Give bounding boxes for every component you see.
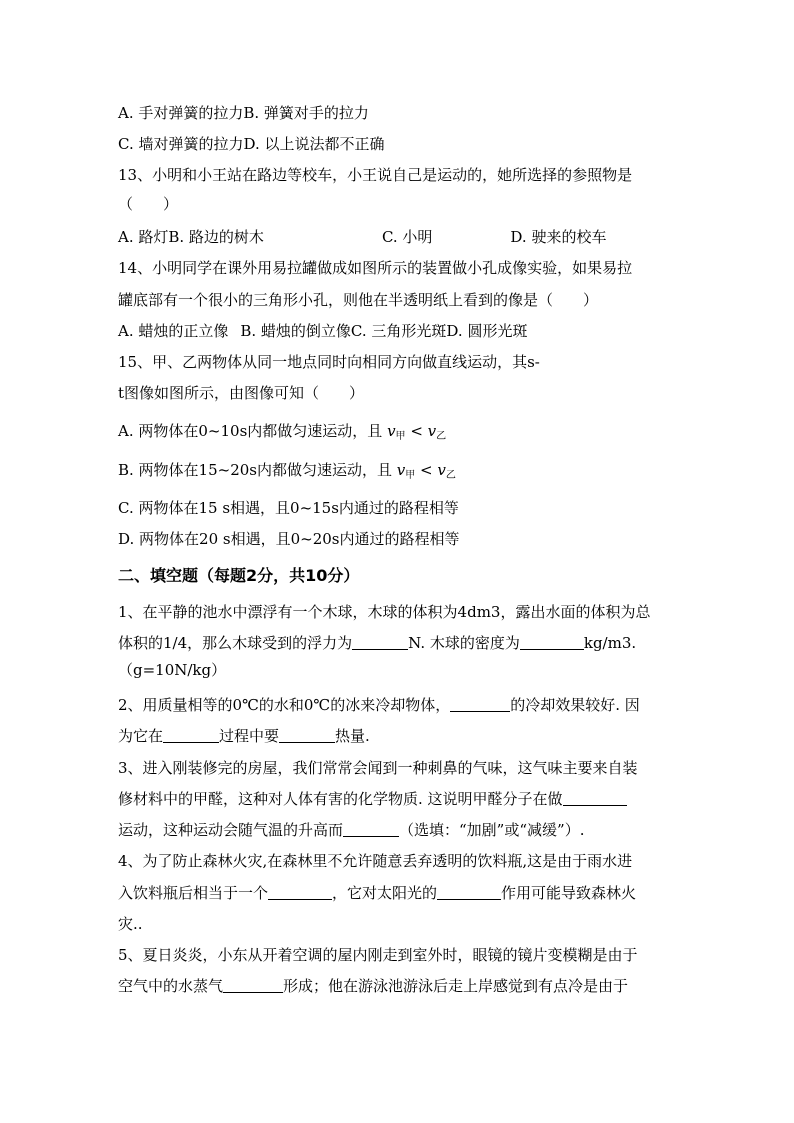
f3-line2: 修材料中的甲醛，这种对人体有害的化学物质. 这说明甲醛分子在做: [118, 789, 627, 809]
blank-process[interactable]: [163, 728, 219, 743]
q14-stem-line1: 14、小明同学在课外用易拉罐做成如图所示的装置做小孔成像实验，如果易拉: [118, 259, 633, 277]
f1-line3: （g=10N/kg）: [118, 661, 227, 679]
v-yi-symbol: $v_乙$: [427, 422, 447, 442]
blank-lens-type[interactable]: [268, 885, 332, 900]
q13-stem-line2: （ ）: [118, 195, 179, 213]
f1-line1: 1、在平静的池水中漂浮有一个木球，木球的体积为4dm3，露出水面的体积为总: [118, 603, 651, 621]
blank-phase-change[interactable]: [223, 978, 283, 993]
f4-line1: 4、为了防止森林火灾,在森林里不允许随意丢弃透明的饮料瓶,这是由于雨水进: [118, 852, 633, 870]
q13-option-d: D. 驶来的校车: [510, 228, 607, 246]
f3-line1: 3、进入刚装修完的房屋，我们常常会闻到一种刺鼻的气味，这气味主要来自装: [118, 759, 638, 777]
blank-temperature-effect[interactable]: [343, 822, 399, 837]
less-than-sign: <: [405, 422, 428, 440]
f4-line3: 灾..: [118, 915, 143, 933]
blank-heat-direction[interactable]: [279, 728, 335, 743]
q15-option-c: C. 两物体在15 s相遇，且0~15s内通过的路程相等: [118, 499, 459, 517]
q15-option-a-text: A. 两物体在0~10s内都做匀速运动，且: [118, 422, 383, 440]
less-than-sign: <: [415, 461, 438, 479]
v-jia-symbol: $v_甲$: [387, 422, 406, 442]
q13-option-c: C. 小明: [381, 228, 433, 246]
f5-line2: 空气中的水蒸气 形成；他在游泳池游泳后走上岸感觉到有点冷是由于: [118, 977, 629, 995]
q15-stem-line1: 15、甲、乙两物体从同一地点同时向相同方向做直线运动，其s-: [118, 353, 540, 371]
blank-light-effect[interactable]: [437, 885, 501, 900]
q14-option-a: A. 蜡烛的正立像: [118, 322, 229, 340]
q12-options-ab: A. 手对弹簧的拉力B. 弹簧对手的拉力: [118, 104, 369, 122]
f1-line2: 体积的1/4，那么木球受到的浮力为 N. 木球的密度为 kg/m3.: [118, 634, 637, 652]
f3-line3: 运动，这种运动会随气温的升高而 （选填：“加剧”或“减缓”）.: [118, 821, 585, 839]
blank-buoyancy[interactable]: [352, 635, 408, 650]
blank-better-coolant[interactable]: [450, 697, 510, 712]
q14-options: [118, 321, 527, 341]
q14-stem-line2: 罐底部有一个很小的三角形小孔，则他在半透明纸上看到的像是（ ）: [118, 291, 599, 309]
v-yi-symbol: $v_乙$: [437, 461, 456, 481]
f5-line1: 5、夏日炎炎，小东从开着空调的屋内刚走到室外时，眼镜的镜片变模糊是由于: [118, 946, 638, 964]
q15-option-a: [118, 421, 446, 447]
blank-molecular-motion[interactable]: [563, 791, 627, 806]
blank-density[interactable]: [520, 635, 584, 650]
f2-line1: 2、用质量相等的0℃的水和0℃的冰来冷却物体， 的冷却效果较好. 因: [118, 696, 640, 714]
v-jia-symbol: $v_甲$: [396, 461, 416, 481]
f2-line2: 为它在 过程中要 热量.: [118, 727, 370, 745]
q15-stem-line2: t图像如图所示，由图像可知（ ）: [118, 384, 365, 402]
q13-options: [118, 227, 606, 247]
q14-option-bcd: B. 蜡烛的倒立像C. 三角形光斑D. 圆形光斑: [240, 322, 528, 340]
q15-option-d: D. 两物体在20 s相遇，且0~20s内通过的路程相等: [118, 530, 460, 548]
f4-line2: 入饮料瓶后相当于一个 ，它对太阳光的 作用可能导致森林火: [118, 884, 637, 902]
q13-option-ab: A. 路灯B. 路边的树木: [118, 228, 264, 246]
q13-stem-line1: 13、小明和小王站在路边等校车，小王说自己是运动的，她所选择的参照物是: [118, 166, 633, 184]
q15-option-b-text: B. 两物体在15~20s内都做匀速运动，且: [118, 461, 393, 479]
section2-title: 二、填空题（每题2分，共10分）: [118, 566, 360, 585]
q12-options-cd: C. 墙对弹簧的拉力D. 以上说法都不正确: [118, 135, 385, 153]
q15-option-b: [118, 460, 456, 486]
